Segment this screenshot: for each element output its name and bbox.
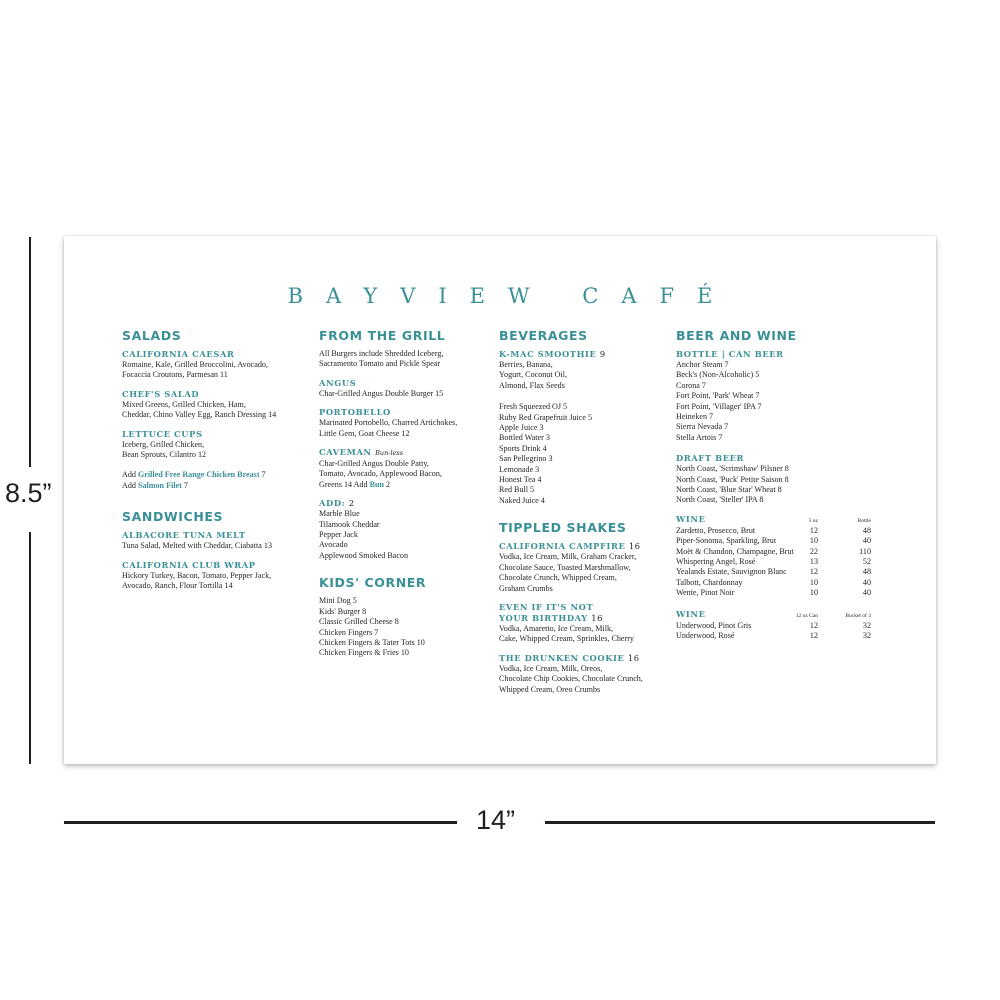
wine-price-glass: 10	[809, 588, 818, 598]
item-name: PORTOBELLO	[319, 407, 391, 418]
height-dimension-line-top	[29, 237, 31, 467]
item-name-add	[319, 498, 489, 509]
item-desc: Chocolate Sauce, Toasted Marshmallow,	[499, 562, 631, 572]
column-header: Bucket of 3	[845, 612, 871, 619]
wine-name: Underwood, Pinot Gris	[676, 620, 752, 630]
list-item: Chicken Fingers 7	[319, 627, 379, 637]
list-item: North Coast, 'Scrimshaw' Pilsner 8	[676, 464, 789, 474]
table-row	[676, 578, 876, 588]
wine-name: Piper-Sonoma, Sparkling, Brut	[676, 536, 777, 546]
wine-price-glass: 10	[809, 536, 818, 546]
spacer	[122, 460, 302, 470]
item-desc: Vodka, Ice Cream, Milk, Graham Cracker,	[499, 552, 637, 562]
item-desc: Chocolate Crunch, Whipped Cream,	[499, 573, 617, 583]
add-on-name: Salmon Filet	[137, 480, 182, 490]
list-item: Tilamook Cheddar	[319, 519, 380, 529]
list-item: Lemonade 3	[499, 464, 540, 474]
item-desc: Whipped Cream, Oreo Crumbs	[499, 684, 601, 694]
item-name: CALIFORNIA CAESAR	[122, 349, 235, 359]
item-name: ANGUS	[319, 377, 357, 388]
list-item: Fresh Squeezed OJ 5	[499, 402, 568, 412]
wine-price-bottle: 48	[862, 525, 871, 535]
item-name: ALBACORE TUNA MELT	[122, 530, 246, 541]
list-item: Corona 7	[676, 380, 706, 390]
wine-price-bottle: 48	[862, 567, 871, 577]
item-desc: Tuna Salad, Melted with Cheddar, Ciabatta 13	[122, 541, 272, 551]
column-header: 12 oz Can	[795, 612, 818, 619]
item-name-smoothie	[499, 349, 669, 360]
item-name: WINE	[676, 608, 706, 619]
add-on-chicken	[122, 470, 302, 480]
item-desc: Avocado, Ranch, Flour Tortilla 14	[122, 581, 233, 591]
item-desc: Vodka, Amaretto, Ice Cream, Milk,	[499, 623, 614, 633]
wine-name: Wente, Pinot Noir	[676, 588, 735, 598]
list-item: Apple Juice 3	[499, 423, 544, 433]
wine-name: Moët & Chandon, Champagne, Brut	[676, 546, 794, 556]
height-dimension-label: 8.5”	[5, 478, 52, 508]
item-name-birthday	[499, 613, 669, 624]
list-item: Fort Point, 'Villager' IPA 7	[676, 401, 762, 411]
list-item: Applewood Smoked Bacon	[319, 550, 409, 560]
list-item: Chicken Fingers & Tater Tots 10	[319, 637, 425, 647]
list-item: Classic Grilled Cheese 8	[319, 617, 399, 627]
item-price: 16	[591, 612, 604, 623]
section-heading-kids: KIDS' CORNER	[319, 575, 427, 591]
item-desc: Hickory Turkey, Bacon, Tomato, Pepper Jack,	[122, 570, 272, 580]
wine-price-bottle: 40	[862, 577, 871, 587]
item-name: CHEF'S SALAD	[122, 388, 200, 399]
item-name: K-MAC SMOOTHIE	[499, 349, 597, 359]
item-price: 16	[628, 541, 641, 552]
section-heading-shakes: TIPPLED SHAKES	[499, 520, 627, 536]
list-item: Anchor Steam 7	[676, 360, 729, 369]
menu-title: BAYVIEW CAFÉ	[287, 284, 736, 308]
item-name: YOUR BIRTHDAY	[499, 612, 588, 623]
item-price: 16	[627, 652, 640, 663]
menu-card	[64, 236, 936, 764]
wine-name: Whispering Angel, Rosé	[676, 557, 756, 567]
item-desc-text: Greens 14 Add	[319, 479, 370, 489]
column-header: Bottle	[857, 517, 871, 524]
list-item: North Coast, 'Blue Star' Wheat 8	[676, 485, 782, 495]
item-name: EVEN IF IT'S NOT	[499, 601, 594, 612]
add-label: Add	[122, 470, 138, 480]
wine-name: Zardetto, Prosecco, Brut	[676, 525, 756, 535]
section-heading-grill: FROM THE GRILL	[319, 328, 446, 343]
list-item: Stella Artois 7	[676, 432, 723, 442]
section-heading-beer-wine: BEER AND WINE	[676, 328, 797, 343]
list-item: Kids' Burger 8	[319, 606, 367, 616]
item-desc: Almond, Flax Seeds	[499, 380, 565, 390]
item-desc: Cake, Whipped Cream, Sprinkles, Cherry	[499, 634, 634, 644]
table-row	[676, 631, 876, 641]
list-item: Avocado	[319, 540, 348, 550]
spacer	[499, 391, 669, 402]
section-heading-beverages: BEVERAGES	[499, 328, 588, 343]
table-row	[676, 536, 876, 546]
wine-price-bucket: 32	[862, 620, 871, 630]
list-item: Naked Juice 4	[499, 495, 545, 505]
grill-intro: Sacramento Tomato and Pickle Spear	[319, 359, 441, 369]
width-dimension-label: 14”	[476, 805, 516, 835]
list-item: Fort Point, 'Park' Wheat 7	[676, 391, 760, 401]
item-desc: Marinated Portobello, Charred Artichokes,	[319, 418, 458, 428]
wine-price-bottle: 40	[862, 536, 871, 546]
list-item: Honest Tea 4	[499, 475, 542, 485]
column-beer-wine	[676, 328, 876, 641]
wine-price-glass: 22	[809, 546, 818, 556]
wine-price-bottle: 52	[862, 557, 871, 567]
item-desc: Little Gem, Goat Cheese 12	[319, 428, 410, 438]
table-row	[676, 547, 876, 557]
table-row	[676, 567, 876, 577]
list-item: San Pellegrino 3	[499, 454, 553, 464]
item-desc: Focaccia Croutons, Parmesan 11	[122, 370, 228, 380]
table-row	[676, 557, 876, 567]
item-desc: Char-Grilled Angus Double Patty,	[319, 459, 429, 469]
item-price: 9	[599, 349, 606, 359]
item-desc: Cheddar, Chino Valley Egg, Ranch Dressing 14	[122, 410, 277, 420]
wine-price-glass: 12	[809, 567, 818, 577]
item-name: DRAFT BEER	[676, 453, 745, 464]
item-desc: Yogurt, Coconut Oil,	[499, 370, 567, 380]
wine-price-glass: 13	[809, 557, 818, 567]
column-grill-kids	[319, 328, 489, 659]
wine-price-glass: 10	[809, 577, 818, 587]
width-dimension-line-right	[545, 821, 935, 824]
item-name: CALIFORNIA CAMPFIRE	[499, 541, 626, 552]
list-item: North Coast, 'Puck' Petite Saison 8	[676, 474, 789, 484]
item-name: BOTTLE | CAN BEER	[676, 349, 784, 359]
item-name-caveman	[319, 447, 489, 459]
wine-name: Yealands Estate, Sauvignon Blanc	[676, 567, 787, 577]
list-item: Beck's (Non-Alcoholic) 5	[676, 370, 760, 380]
add-label: Add	[122, 480, 138, 490]
wine-price-can: 12	[809, 631, 818, 640]
add-on-price: 7	[181, 480, 188, 490]
section-heading-salads: SALADS	[122, 328, 182, 343]
item-desc: Chocolate Chip Cookies, Chocolate Crunch,	[499, 674, 643, 684]
wine-header	[676, 609, 876, 621]
table-row	[676, 621, 876, 631]
item-desc: Char-Grilled Angus Double Burger 15	[319, 388, 444, 398]
item-name: ADD:	[319, 498, 346, 509]
item-price: 2	[348, 498, 355, 509]
item-name: CALIFORNIA CLUB WRAP	[122, 559, 256, 570]
item-name-campfire	[499, 541, 669, 552]
wine-price-bottle: 40	[862, 588, 871, 598]
item-name: LETTUCE CUPS	[122, 428, 203, 439]
list-item: Mini Dog 5	[319, 596, 357, 606]
item-desc: Berries, Banana,	[499, 360, 553, 369]
item-desc: Romaine, Kale, Grilled Broccolini, Avocado,	[122, 360, 268, 369]
item-desc: Iceberg, Grilled Chicken,	[122, 439, 205, 449]
list-item: Ruby Red Grapefruit Juice 5	[499, 412, 593, 422]
item-desc: Tomato, Avocado, Applewood Bacon,	[319, 469, 442, 479]
wine-header	[676, 514, 876, 526]
wine-price-bucket: 32	[862, 631, 871, 640]
item-desc: Graham Crumbs	[499, 583, 553, 593]
list-item: Sports Drink 4	[499, 443, 547, 453]
section-heading-sandwiches: SANDWICHES	[122, 509, 224, 525]
wine-price-can: 12	[809, 620, 818, 630]
list-item: North Coast, 'Steller' IPA 8	[676, 495, 764, 505]
width-dimension-line-left	[64, 821, 457, 824]
grill-intro: All Burgers include Shredded Iceberg,	[319, 349, 444, 358]
add-on-price: 7	[259, 470, 266, 480]
list-item: Red Bull 5	[499, 485, 535, 495]
column-header: 5 oz	[808, 517, 818, 524]
list-item: Pepper Jack	[319, 530, 358, 540]
item-desc: Bean Sprouts, Cilantro 12	[122, 450, 207, 460]
add-on-salmon	[122, 481, 302, 491]
table-row	[676, 526, 876, 536]
item-note: Bun-less	[375, 449, 404, 458]
wine-name: Talbott, Chardonnay	[676, 577, 743, 587]
item-desc	[319, 480, 489, 490]
list-item: Bottled Water 3	[499, 433, 550, 443]
item-desc: Vodka, Ice Cream, Milk, Oreos,	[499, 663, 603, 673]
item-name-cookie	[499, 653, 669, 664]
height-dimension-line-bottom	[29, 532, 31, 764]
wine-name: Underwood, Rosé	[676, 631, 735, 640]
table-row	[676, 588, 876, 598]
list-item: Sierra Nevada 7	[676, 422, 729, 432]
item-name: CAVEMAN	[319, 447, 372, 458]
item-name: WINE	[676, 513, 706, 524]
list-item: Chicken Fingers & Fries 10	[319, 648, 409, 658]
item-desc: Mixed Greens, Grilled Chicken, Ham,	[122, 399, 246, 409]
item-name: THE DRUNKEN COOKIE	[499, 652, 625, 663]
add-on-name: Bun	[369, 479, 384, 489]
wine-price-glass: 12	[809, 525, 818, 535]
list-item: Heineken 7	[676, 412, 714, 422]
column-salads-sandwiches	[122, 328, 302, 591]
wine-price-bottle: 110	[859, 546, 871, 556]
add-on-price: 2	[383, 479, 391, 489]
list-item: Marble Blue	[319, 509, 360, 519]
column-beverages-shakes	[499, 328, 669, 695]
add-on-name: Grilled Free Range Chicken Breast	[137, 470, 260, 480]
